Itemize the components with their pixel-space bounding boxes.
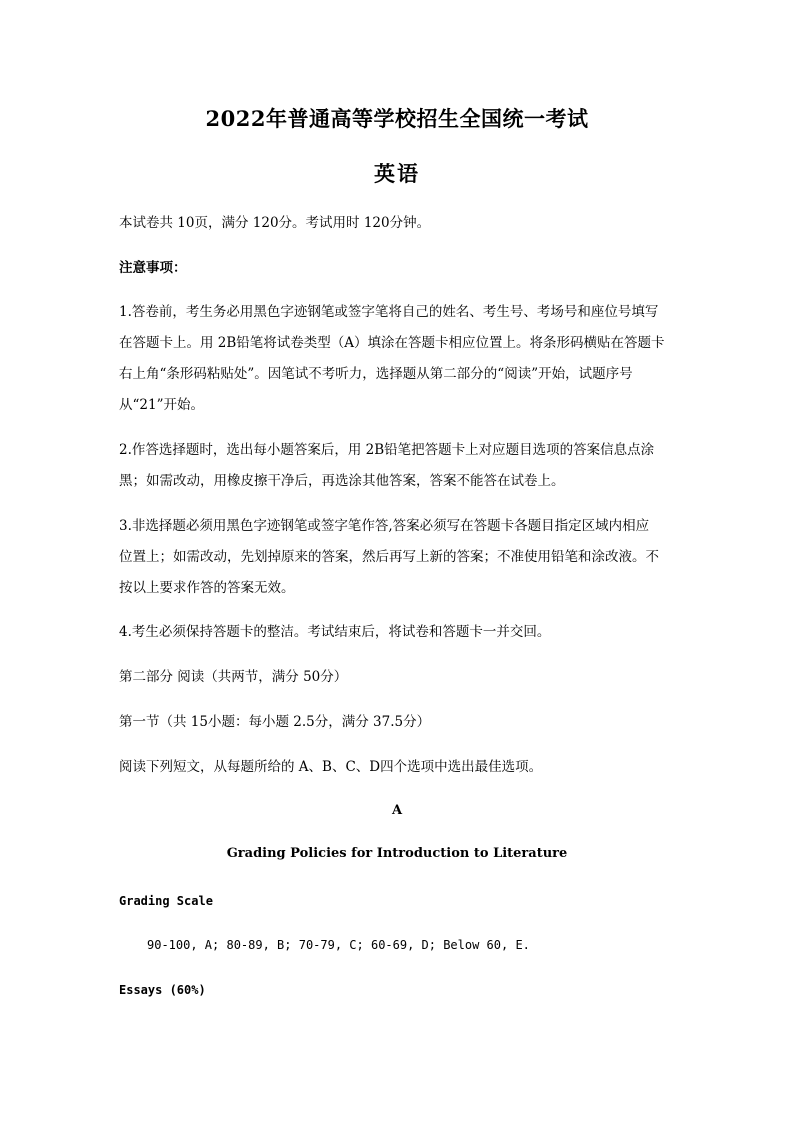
rule2-line1: 2.作答选择题时，选出每小题答案后，用 2B铅笔把答题卡上对应题目选项的答案信息点涂 [119, 442, 655, 458]
rule3-line1: 3.非选择题必须用黑色字迹钢笔或签字笔作答,答案必须写在答题卡各题目指定区域内相应 [119, 518, 650, 534]
exam-title: 2022年普通高等学校招生全国统一考试 [205, 106, 589, 131]
reading-instruction: 阅读下列短文，从每题所给的 A、B、C、D四个选项中选出最佳选项。 [119, 759, 543, 775]
subject-title: 英语 [374, 161, 420, 186]
essays-heading: Essays (60%) [119, 983, 206, 997]
grading-scale-heading: Grading Scale [119, 894, 213, 908]
rule4: 4.考生必须保持答题卡的整洁。考试结束后，将试卷和答题卡一并交回。 [119, 624, 551, 640]
grading-scale-text: 90-100, A; 80-89, B; 70-79, C; 60-69, D; Below 60, E. [147, 938, 530, 952]
passage-title: Grading Policies for Introduction to Literature [226, 846, 568, 861]
part2-heading: 第二部分 阅读（共两节，满分 50分） [119, 669, 348, 685]
rule1-line3: 右上角“条形码粘贴处”。因笔试不考听力，选择题从第二部分的“阅读”开始，试题序号 [119, 366, 633, 382]
rule1-line2: 在答题卡上。用 2B铅笔将试卷类型（A）填涂在答题卡相应位置上。将条形码横贴在答题卡 [119, 335, 665, 351]
notice-heading: 注意事项： [119, 260, 187, 276]
rule3-line2: 位置上；如需改动，先划掉原来的答案，然后再写上新的答案；不准使用铅笔和涂改液。不 [119, 549, 659, 565]
rule1-line1: 1.答卷前，考生务必用黑色字迹钢笔或签字笔将自己的姓名、考生号、考场号和座位号填写 [119, 304, 659, 320]
rule2-line2: 黑；如需改动，用橡皮擦干净后，再选涂其他答案，答案不能答在试卷上。 [119, 473, 565, 489]
section1-heading: 第一节（共 15小题：每小题 2.5分，满分 37.5分） [119, 714, 431, 730]
rule1-line4: 从“21”开始。 [119, 397, 204, 413]
passage-letter: A [391, 803, 403, 818]
rule3-line3: 按以上要求作答的答案无效。 [119, 580, 295, 596]
exam-intro: 本试卷共 10页，满分 120分。考试用时 120分钟。 [119, 215, 431, 231]
